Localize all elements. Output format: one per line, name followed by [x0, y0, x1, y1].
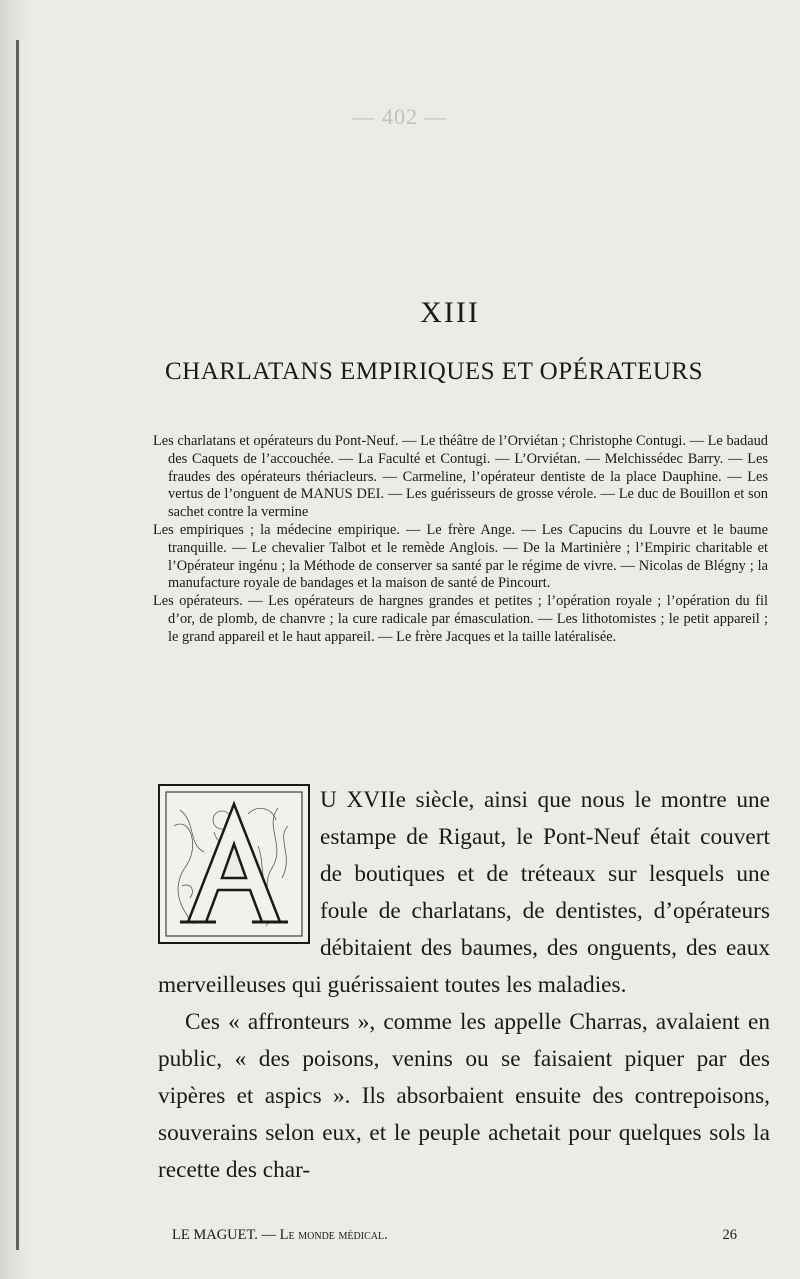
- chapter-number: XIII: [420, 296, 480, 329]
- chapter-title: CHARLATANS EMPIRIQUES ET OPÉRATEURS: [165, 358, 704, 385]
- summary-paragraph: Les empiriques ; la médecine empirique. — Le frère Ange. — Les Capucins du Louvre et le baume tranquille. — Le chevalier Talbot et le remède Anglois. — De la Martinière ; l’Empiric charitable et l’Opérateur ingénu ; la Méthode de conserver sa santé par le régime de vivre. — Nicolas de Blégny ; la manufacture royale de bandages et la maison de santé de Pincourt.: [153, 521, 768, 592]
- body-paragraph: Ces « affronteurs », comme les appelle Charras, avalaient en public, « des poisons, venins ou se faisaient piquer par des vipères et aspics ». Ils absorbaient ensuite des contrepoisons, souverains selon eux, et le peuple achetait pour quelques sols la recette des char-: [158, 1009, 770, 1183]
- sheet-number: 26: [722, 1227, 737, 1243]
- summary-paragraph: Les opérateurs. — Les opérateurs de hargnes grandes et petites ; l’opération royale ; l’opération du fil d’or, de plomb, de chanvre ; la cure radicale par émasculation. — Les lithotomistes ; le petit appareil ; le grand appareil et le haut appareil. — Le frère Jacques et la taille latéralisée.: [153, 593, 768, 645]
- dropcap-letter-a-ornament: [160, 786, 308, 942]
- scan-margin-shadow: [0, 0, 30, 1279]
- body-text: [158, 782, 770, 1189]
- printer-signature: LE MAGUET. — Le monde médical.: [172, 1227, 388, 1243]
- summary-paragraph: Les charlatans et opérateurs du Pont-Neuf. — Le théâtre de l’Orviétan ; Christophe Contugi. — Le badaud des Caquets de l’accouchée. — La Faculté et Contugi. — L’Orviétan. — Melchissédec Barry. — Les fraudes des opérateurs thériacleurs. — Carmeline, l’opérateur dentiste de la place Dauphine. — Les vertus de l’onguent de MANUS DEI. — Les guérisseurs de grosse vérole. — Le duc de Bouillon et son sachet contre la vermine: [153, 433, 768, 521]
- page-number: — 402 —: [352, 104, 448, 129]
- binding-edge-line: [16, 40, 19, 1250]
- chapter-summary: [153, 433, 768, 647]
- ornamental-dropcap: [158, 784, 310, 944]
- body-paragraph-opening: U XVIIe siècle, ainsi que nous le montre une estampe de Rigaut, le Pont-Neuf était couvert de boutiques et de tréteaux sur lesquels une foule de charlatans, de dentistes, d’opérateurs débitaient des baumes, des onguents, des eaux merveilleuses qui guérissaient toutes les maladies.: [158, 787, 770, 998]
